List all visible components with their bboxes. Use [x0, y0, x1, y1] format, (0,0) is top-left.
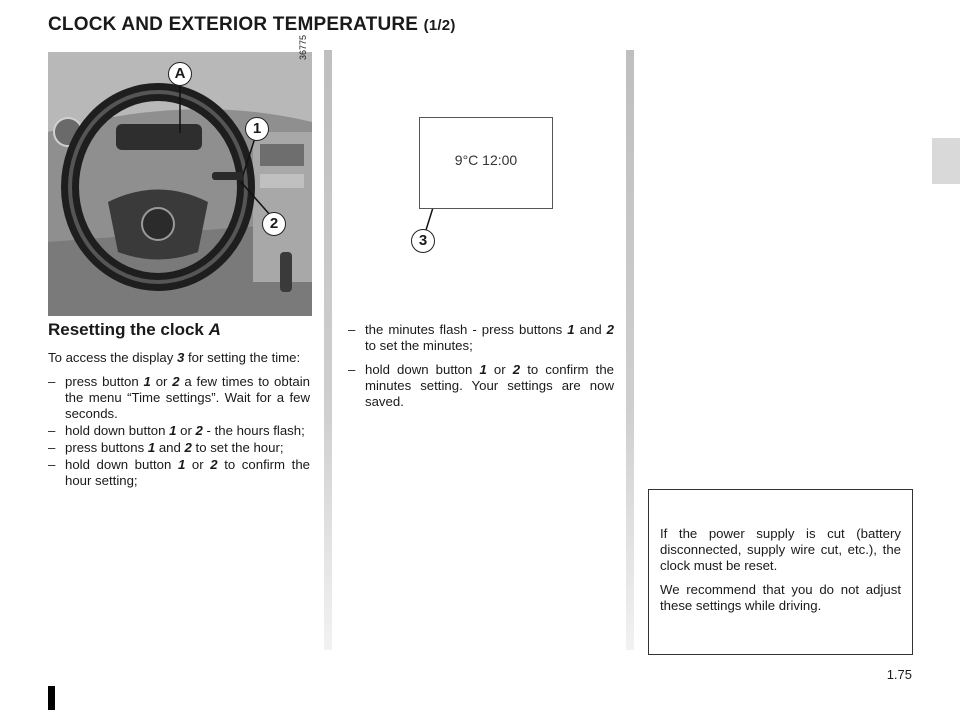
figure-reference-code: 36775 [298, 34, 308, 60]
note-paragraph-1: If the power supply is cut (battery disconnected, supply wire cut, etc.), the clock must be reset. [660, 526, 901, 573]
corner-mark [48, 686, 55, 710]
instructions-column-2 [348, 322, 614, 418]
page-number: 1.75 [886, 667, 912, 682]
instructions-column-1 [48, 350, 310, 490]
steps-list [48, 374, 310, 489]
section-heading-text: Resetting the clock [48, 320, 204, 339]
list-item: – hold down button 1 or 2 - the hours flash; [48, 423, 305, 438]
list-item: – press button 1 or 2 a few times to obtain the menu “Time settings”. Wait for a few seconds. [48, 374, 310, 421]
callout-2: 2 [262, 212, 286, 236]
section-heading [48, 320, 221, 340]
list-item: – the minutes flash - press buttons 1 and 2 to set the minutes; [348, 322, 614, 353]
title-part-indicator: (1/2) [423, 17, 456, 34]
clock-display-illustration [419, 117, 553, 209]
note-paragraph-2: We recommend that you do not adjust these settings while driving. [660, 582, 901, 613]
intro-paragraph: To access the display 3 for setting the time: [48, 350, 301, 365]
warning-note-box [648, 489, 913, 655]
list-item: – press buttons 1 and 2 to set the hour; [48, 440, 284, 455]
callout-a: A [168, 62, 192, 86]
list-item: – hold down button 1 or 2 to confirm the hour setting; [48, 457, 310, 488]
section-heading-ref: A [208, 320, 221, 339]
steps-list-continued [348, 322, 614, 410]
callout-3: 3 [411, 229, 435, 253]
callout-1: 1 [245, 117, 269, 141]
list-item: – hold down button 1 or 2 to confirm the minutes setting. Your settings are now saved. [348, 362, 614, 409]
title-text: CLOCK AND EXTERIOR TEMPERATURE [48, 14, 419, 35]
display-readout: 9°C 12:00 [454, 152, 518, 168]
